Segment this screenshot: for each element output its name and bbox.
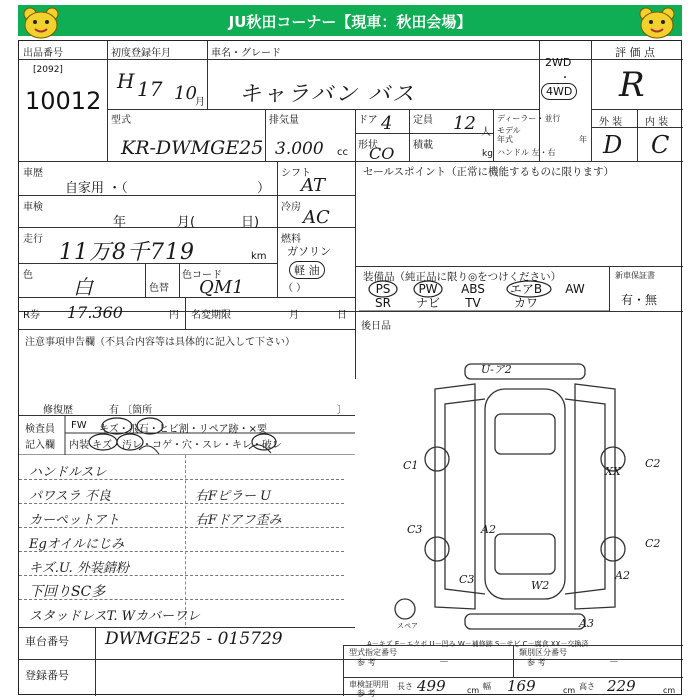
lot-label: 出品番号 (23, 48, 63, 59)
shift-value: AT (301, 175, 326, 196)
ac-value: AC (303, 207, 330, 228)
inspector-note: カーペットアト (29, 513, 120, 528)
color-value: 白 (73, 275, 93, 299)
transfer-label: 名変期限 (191, 310, 231, 321)
new-warranty-label: 新車保証書 (615, 271, 655, 280)
diagram-mark: C2 (645, 457, 661, 470)
equip-navi: ナビ (415, 296, 440, 310)
mascot-icon (638, 6, 676, 40)
inspector-note: 下回りSC多 (29, 584, 106, 600)
mileage-label: 走行 (23, 234, 43, 245)
grade-value: R (619, 65, 645, 105)
inspector-row1: キズ・飛石・ヒビ割・リペア跡・×要 (99, 424, 267, 435)
class-no-label: 類別区分番号 (519, 648, 567, 657)
equipment-label: 装備品（純正品に限り◎をつけください） (363, 271, 562, 283)
chassis-value: DWMGE25 - 015729 (105, 629, 283, 649)
inspector-note: ハンドルスレ (29, 465, 107, 480)
repair-history-label: 修復歴 (43, 405, 73, 416)
diagram-mark: C3 (407, 523, 423, 536)
inspection-day: 日) (241, 215, 260, 230)
capacity-value: 12 (453, 113, 476, 134)
reg-no-label: 登録番号 (25, 669, 69, 682)
model-cert-label: 型式指定番号 (349, 648, 397, 657)
grade-label: 評 価 点 (615, 46, 655, 59)
category-label: 車歴 (23, 168, 43, 179)
reg-cert-label: 車検証明用 (349, 680, 389, 689)
post-delivery-label: 後日品 (361, 321, 391, 332)
registration-month: 10 (174, 83, 197, 104)
width-unit: cm (563, 686, 576, 695)
exterior-label: 外 装 (599, 117, 623, 128)
ac-label: 冷房 (281, 202, 301, 213)
repair-history-value: 有 〔箇所 (109, 405, 153, 416)
dealer-label: ディーラー・並行 (497, 114, 561, 123)
recycle-value: 17.360 (67, 303, 123, 322)
registration-label: 初度登録年月 (111, 48, 171, 59)
exterior-grade: D (603, 131, 623, 159)
length-value: 499 (417, 677, 446, 695)
color-code-label: 色コード (182, 270, 222, 281)
reg-cert-ref: 参 考 (357, 689, 376, 698)
inspector-note-right: 右Fドアフ歪み (195, 513, 282, 528)
model-cert-ref: 参 考 (357, 658, 376, 667)
model-cert-dash: － (439, 657, 449, 668)
height-label: 高さ (579, 682, 595, 691)
inspector-note: パワスラ 不良 (29, 489, 111, 504)
interior-label: 内 装 (645, 117, 669, 128)
color-label: 色 (23, 270, 33, 281)
height-value: 229 (607, 677, 636, 695)
mascot-icon (22, 6, 60, 40)
header-bar (18, 5, 682, 36)
height-unit: cm (663, 686, 676, 695)
diagram-mark: A2 (481, 523, 496, 536)
transfer-month: 月 (289, 310, 299, 321)
width-label: 幅 (483, 682, 491, 691)
recycle-label: R券 (23, 310, 40, 321)
repair-history-close: 〕 (337, 405, 347, 416)
equipment-circles (359, 277, 609, 313)
fuel-diesel: 軽 油 (289, 261, 325, 279)
inspector-note: キズ.U. 外装錆粉 (29, 561, 129, 576)
diagram-mark: C1 (403, 459, 419, 472)
inspector-label2: 記入欄 (25, 440, 55, 451)
auction-sheet (18, 40, 682, 698)
registration-year: 17 (137, 77, 163, 101)
lot-sub: [2092] (33, 65, 63, 75)
shape-value: CO (369, 144, 395, 163)
inspector-note: Egオイルにじみ (29, 537, 125, 552)
doors-label: ドア (358, 115, 378, 126)
displacement-value: 3.000 (275, 139, 324, 159)
model-year-label: モデル (497, 126, 521, 135)
inspector-note: スタッドレスT. Wカバーワレ (29, 609, 200, 624)
notes-box-label: 注意事項申告欄（不具合内容等は具体的に記入して下さい） (25, 337, 295, 348)
category-close: ） (257, 181, 271, 196)
diagram-mark: XX (605, 465, 621, 478)
capacity-unit: 人 (481, 127, 491, 138)
load-unit: kg (482, 149, 493, 159)
diagram-mark: C2 (645, 537, 661, 550)
car-name-value: キャラバン バス (239, 82, 416, 107)
diagram-mark: A2 (615, 569, 630, 582)
length-unit: cm (467, 686, 480, 695)
model-year-label2: 年式 (497, 135, 513, 144)
capacity-label: 定員 (413, 115, 433, 126)
drive-sep: ・ (560, 73, 570, 84)
inspector-row2: 内装 キズ・汚レ・コゲ・穴・スレ・キレ・破レ (69, 440, 282, 451)
drive-2wd: 2WD (545, 56, 572, 69)
car-name-label: 車名・グレード (211, 48, 281, 59)
drive-4wd: 4WD (541, 83, 577, 100)
recycle-unit: 円 (169, 310, 179, 321)
diagram-legend: A－キズ E－エクボ U－凹み W－補修跡 S－サビ C－腐食 XX－交換済 (367, 640, 589, 648)
transfer-day: 日 (337, 310, 347, 321)
model-year-unit: 年 (579, 135, 587, 144)
inspector-note-right: 右Fピラー U (195, 489, 272, 504)
equip-leather: カワ (513, 296, 538, 310)
inspection-year: 年 (113, 215, 127, 230)
load-label: 積載 (413, 140, 433, 151)
class-no-dash: － (609, 657, 619, 668)
header-title: JU秋田コーナー【現車：秋田会場】 (228, 13, 472, 31)
mileage-unit: km (251, 251, 267, 262)
doors-value: 4 (381, 113, 393, 134)
inspection-month: 月( (177, 215, 196, 230)
inspector-label1: 検査員 (25, 424, 55, 435)
equip-tv: TV (465, 296, 481, 310)
equip-sr: SR (375, 296, 391, 310)
equip-airbag: エアB (509, 282, 543, 296)
color-code: QM1 (199, 277, 244, 298)
diagram-mark: W2 (531, 579, 550, 592)
class-no-ref: 参 考 (527, 658, 546, 667)
shift-label: シフト (281, 168, 311, 179)
equip-pw: PW (418, 282, 438, 296)
diagram-mark: U-ア2 (481, 363, 512, 376)
diagram-mark: A3 (579, 617, 594, 630)
category-value: 自家用 ・（ (65, 181, 128, 196)
displacement-label: 排気量 (269, 115, 299, 126)
inspector-fw: FW (71, 420, 87, 431)
fuel-gasoline: ガソリン (287, 245, 331, 258)
model-label: 型式 (111, 115, 131, 126)
diagram-mark: C3 (459, 573, 475, 586)
chassis-label: 車台番号 (25, 635, 69, 648)
inspector-grid (19, 415, 355, 455)
registration-month-unit: 月 (195, 97, 205, 108)
equip-abs: ABS (461, 282, 485, 296)
equip-ps: PS (375, 282, 391, 296)
fuel-label: 燃料 (281, 234, 301, 245)
lot-number: 10012 (25, 87, 102, 115)
shape-label: 形状 (358, 140, 378, 151)
color-change-label: 色替 (149, 283, 169, 294)
registration-era: H (117, 69, 135, 93)
handle-label: ハンドル 左・右 (497, 148, 556, 157)
car-diagram (365, 359, 675, 639)
fuel-other: （ ） (283, 283, 307, 294)
sales-point-label: セールスポイント（正常に機能するものに限ります） (363, 166, 615, 178)
new-warranty-value: 有・無 (621, 293, 658, 307)
mileage-value: 11万8千719 (59, 240, 195, 265)
inspection-label: 車検 (23, 202, 43, 213)
model-value: KR-DWMGE25 (121, 137, 264, 159)
length-label: 長さ (397, 682, 413, 691)
equip-aw: AW (565, 282, 585, 296)
interior-grade: C (651, 131, 670, 159)
width-value: 169 (507, 677, 536, 695)
spare-label: スペア (397, 622, 418, 630)
displacement-unit: cc (337, 147, 348, 158)
